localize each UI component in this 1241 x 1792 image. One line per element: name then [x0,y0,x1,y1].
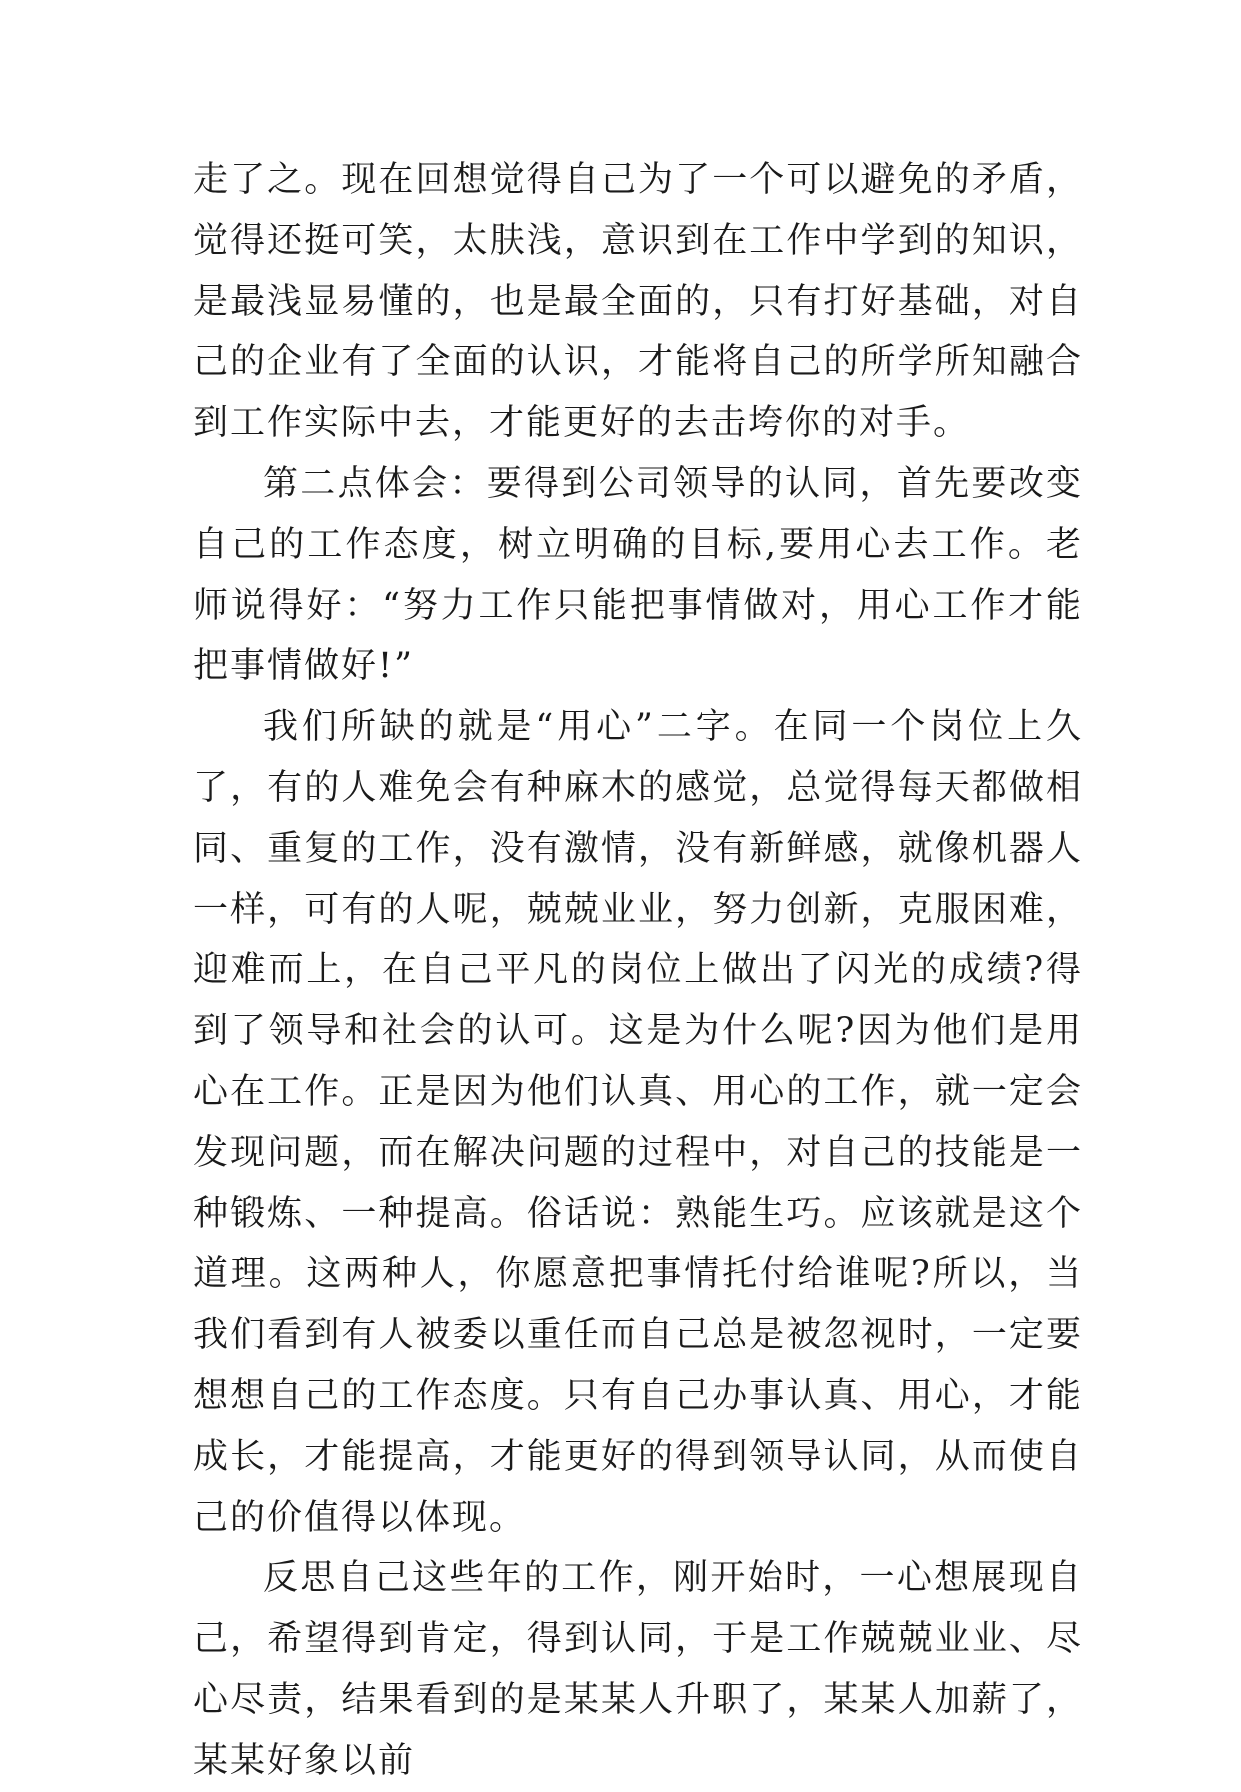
paragraph-1: 走了之。现在回想觉得自己为了一个可以避免的矛盾，觉得还挺可笑，太肤浅，意识到在工作中学到的知识，是最浅显易懂的，也是最全面的，只有打好基础，对自己的企业有了全面的认识，才能将自己的所学所知融合到工作实际中去，才能更好的去击垮你的对手。 [193,160,1083,444]
paragraph-2: 第二点体会：要得到公司领导的认同，首先要改变自己的工作态度，树立明确的目标,要用心去工作。老师说得好：“努力工作只能把事情做对，用心工作才能把事情做好!” [193,463,1083,687]
paragraph-4: 反思自己这些年的工作，刚开始时，一心想展现自己，希望得到肯定，得到认同，于是工作兢兢业业、尽心尽责，结果看到的是某某人升职了，某某人加薪了，某某好象以前 [193,1558,1083,1781]
document-body [193,150,1083,1792]
paragraph-3: 我们所缺的就是“用心”二字。在同一个岗位上久了，有的人难免会有种麻木的感觉，总觉得每天都做相同、重复的工作，没有激情，没有新鲜感，就像机器人一样，可有的人呢，兢兢业业，努力创新，克服困难，迎难而上，在自己平凡的岗位上做出了闪光的成绩?得到了领导和社会的认可。这是为什么呢?因为他们是用心在工作。正是因为他们认真、用心的工作，就一定会发现问题，而在解决问题的过程中，对自己的技能是一种锻炼、一种提高。俗话说：熟能生巧。应该就是这个道理。这两种人，你愿意把事情托付给谁呢?所以，当我们看到有人被委以重任而自己总是被忽视时，一定要想想自己的工作态度。只有自己办事认真、用心，才能成长，才能提高，才能更好的得到领导认同，从而使自己的价值得以体现。 [193,707,1083,1538]
